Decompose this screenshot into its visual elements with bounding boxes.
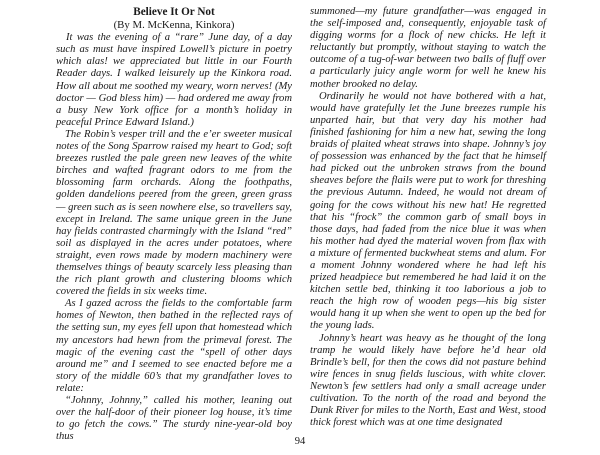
article-title: Believe It Or Not xyxy=(133,6,215,18)
left-column xyxy=(56,6,292,443)
right-column xyxy=(310,6,546,429)
paragraph: Johnny’s heart was heavy as he thought of the long tramp he would likely have before he’d hear old Brindle’s bell, for then the cows did not pasture behind wire fences in snug fields luscious, with white clover. Newton’s few settlers had only a small acreage under cultivation. To the north of the road and beyond the Dunk River for miles to the North, East and West, stood thick forest which was at one time designated xyxy=(310,332,546,429)
paragraph: It was the evening of a “rare” June day, of a day such as must have inspired Lowell’s picture in poetry which alas! we appreciated but little in our Fourth Reader days. I walked leisurely up the Kinkora road. How all about me soothed my weary, worn nerves! (My doctor — God bless him) — had ordered me away from a busy New York office for a month’s holiday in peaceful Prince Edward Island.) xyxy=(56,32,292,128)
paragraph: The Robin’s vesper trill and the e’er sweeter musical notes of the Song Sparrow raised my heart to God; soft breezes rustled the pale green new leaves of the white birches and wafted fragrant odors to me from the blossoming farm orchards. Along the foothpaths, golden dandelions peered from the green, green grass — green such as is seen nowhere else, so travellers say, except in Ireland. The same unique green in the June hay fields contrasted charmingly with the Island “red” soil as displayed in the acres under potatoes, where straight, even rows made by modern machinery were themselves things of beauty scarcely less pleasing than the rich plant growth and clustering blooms which covered the fields in six weeks time. xyxy=(56,128,292,298)
article-byline: (By M. McKenna, Kinkora) xyxy=(113,19,235,32)
paragraph: summoned—my future grandfather—was engaged in the self-imposed and, consequently, enjoyable task of digging worms for a flock of new chicks. He left it reluctantly but promptly, without staying to watch the outcome of a tug-of-war between two balls of fluff over a particularly juicy angle worm for well he knew his mother brooked no delay. xyxy=(310,6,546,90)
paragraph: As I gazed across the fields to the comfortable farm homes of Newton, then bathed in the reflected rays of the setting sun, my eyes fell upon that homestead which my ancestors had hewn from the primeval forest. The magic of the evening cast the “spell of other days around me” and I seemed to see enacted before me a story of the middle 60’s that my grandfather loves to relate: xyxy=(56,298,292,394)
paragraph: Ordinarily he would not have bothered with a hat, would have gratefully let the June breezes rumple his unparted hair, but that very day his mother had finished fashioning for him a new hat, sewing the long braids of plaited wheat straws into shape. Johnny’s joy of possession was enhanced by the fact that he himself had picked out the unbroken straws from the bound sheaves before the flails were put to work for threshing the previous Autumn. Indeed, he would not dream of going for the cows without his new hat! He regretted that his “frock” the common garb of small boys in those days, had faded from the nice blue it was when his mother had dyed the material woven from flax with a mixture of fermented buckwheat stems and alum. For a moment Johnny wondered where he had left his prized headpiece but remembered he had laid it on the kitchen settle bed, thinking it too laborious a job to reach the high row of wooden pegs—his big sister would hang it up when she went to open up the bed for the young lads. xyxy=(310,90,546,332)
page-number: 94 xyxy=(294,436,306,447)
paragraph: “Johnny, Johnny,” called his mother, leaning out over the half-door of their pioneer log house, it’s time to go fetch the cows.” The sturdy nine-year-old boy thus xyxy=(56,395,292,443)
